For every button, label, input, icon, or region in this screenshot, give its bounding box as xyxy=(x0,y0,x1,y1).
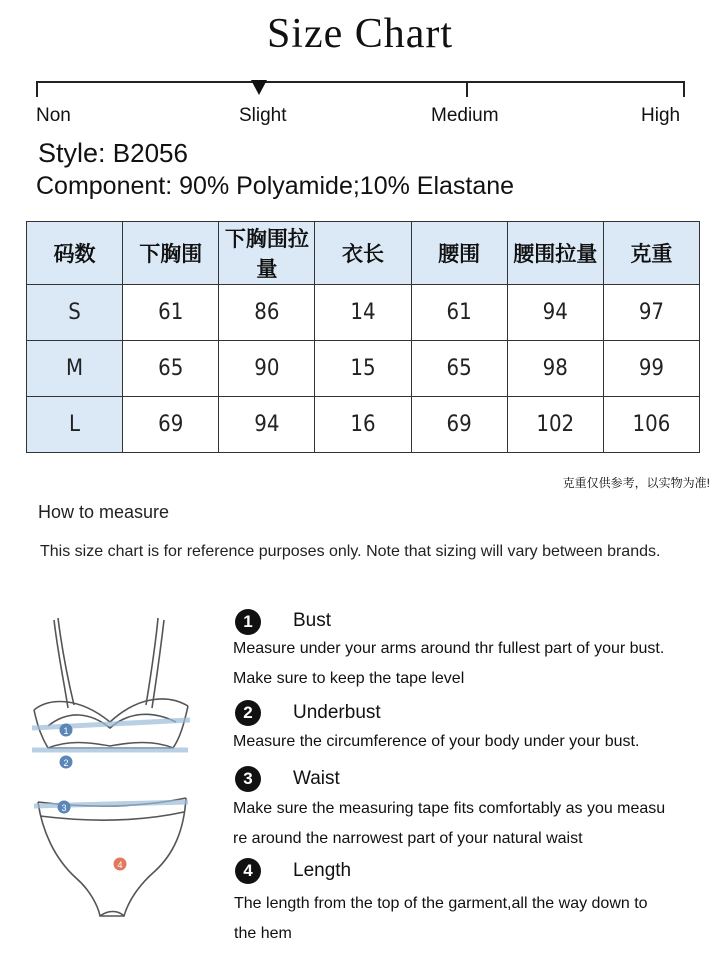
scale-tick xyxy=(683,81,685,97)
number-1-icon: 1 xyxy=(235,609,261,635)
header-length: 衣长 xyxy=(315,222,411,285)
measure-text: Make sure to keep the tape level xyxy=(233,670,465,687)
component-line: Component: 90% Polyamide;10% Elastane xyxy=(36,172,515,200)
scale-label-non: Non xyxy=(36,105,71,126)
table-cell: 61 xyxy=(123,285,219,341)
table-cell: L xyxy=(27,397,123,453)
table-cell: 65 xyxy=(123,341,219,397)
measure-title: Waist xyxy=(293,768,340,789)
measure-title: Bust xyxy=(293,610,332,631)
scale-label-high: High xyxy=(641,105,681,126)
header-size: 码数 xyxy=(27,222,123,285)
header-weight: 克重 xyxy=(603,222,699,285)
number-4-icon: 4 xyxy=(235,858,261,884)
table-cell: 102 xyxy=(507,397,603,453)
table-cell: 97 xyxy=(603,285,699,341)
table-cell: 16 xyxy=(315,397,411,453)
table-cell: 98 xyxy=(507,341,603,397)
size-table xyxy=(26,221,700,453)
page-title: Size Chart xyxy=(266,11,454,57)
how-to-measure-heading: How to measure xyxy=(38,502,170,522)
table-cell: M xyxy=(27,341,123,397)
table-header-row xyxy=(27,222,700,285)
marker-1: 1 xyxy=(63,726,69,736)
measure-text: re around the narrowest part of your natural waist xyxy=(233,830,583,847)
header-waist: 腰围 xyxy=(411,222,507,285)
table-cell: 106 xyxy=(603,397,699,453)
scale-pointer-icon xyxy=(251,80,267,95)
table-row xyxy=(27,285,700,341)
table-cell: 94 xyxy=(507,285,603,341)
table-cell: S xyxy=(27,285,123,341)
number-3-icon: 3 xyxy=(235,766,261,792)
scale-label-slight: Slight xyxy=(239,105,287,126)
header-underbust: 下胸围 xyxy=(123,222,219,285)
style-value: B2056 xyxy=(112,138,188,168)
measure-title: Length xyxy=(293,860,352,881)
header-underbust-stretch: 下胸围拉量 xyxy=(219,222,315,285)
scale-line xyxy=(37,81,685,83)
measure-title: Underbust xyxy=(293,702,381,723)
table-cell: 15 xyxy=(315,341,411,397)
table-cell: 94 xyxy=(219,397,315,453)
table-cell: 69 xyxy=(123,397,219,453)
measure-text: The length from the top of the garment,all the way down to xyxy=(234,895,648,912)
scale-tick xyxy=(36,81,38,97)
header-waist-stretch: 腰围拉量 xyxy=(507,222,603,285)
table-row xyxy=(27,397,700,453)
marker-2: 2 xyxy=(63,758,69,768)
table-cell: 61 xyxy=(411,285,507,341)
table-cell: 90 xyxy=(219,341,315,397)
measure-text: Measure the circumference of your body under your bust. xyxy=(233,733,640,750)
marker-4: 4 xyxy=(117,860,123,870)
table-row xyxy=(27,341,700,397)
number-2-icon: 2 xyxy=(235,700,261,726)
disclaimer-text: This size chart is for reference purposes only. Note that sizing will vary between brands. xyxy=(40,543,661,560)
table-cell: 86 xyxy=(219,285,315,341)
measure-text: Measure under your arms around thr fullest part of your bust. xyxy=(233,640,665,657)
marker-3: 3 xyxy=(61,803,67,813)
measure-text: the hem xyxy=(234,925,292,942)
scale-label-medium: Medium xyxy=(431,105,499,126)
style-line xyxy=(38,138,188,169)
table-cell: 69 xyxy=(411,397,507,453)
measure-text: Make sure the measuring tape fits comfortably as you measu xyxy=(233,800,666,817)
weight-note: 克重仅供参考，以实物为准! xyxy=(562,476,710,490)
table-cell: 99 xyxy=(603,341,699,397)
table-cell: 14 xyxy=(315,285,411,341)
bikini-measurement-diagram-icon xyxy=(28,610,203,930)
style-label: Style: xyxy=(38,138,106,168)
table-cell: 65 xyxy=(411,341,507,397)
scale-tick xyxy=(466,81,468,97)
